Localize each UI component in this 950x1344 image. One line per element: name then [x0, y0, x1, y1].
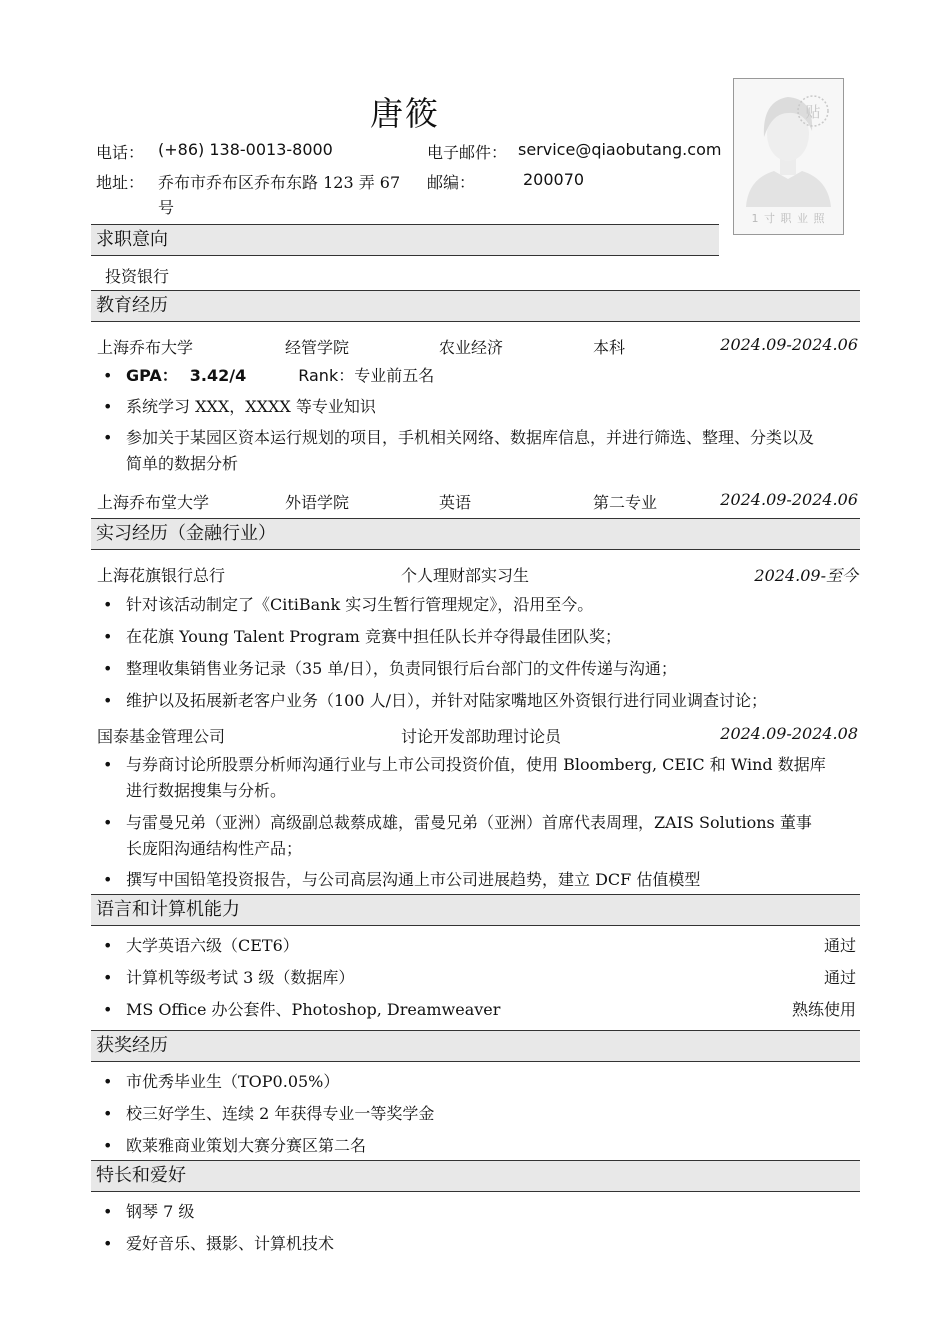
- company-name: 国泰基金管理公司: [97, 727, 226, 746]
- list-item: [103, 1069, 853, 1095]
- bullet-text: 与雷曼兄弟（亚洲）高级副总裁蔡成雄，雷曼兄弟（亚洲）首席代表周理，ZAIS Solutions 董事: [126, 813, 812, 832]
- bullet-icon: •: [103, 1000, 113, 1019]
- section-skills-header: 语言和计算机能力: [91, 894, 860, 926]
- address-line-1: 乔布市乔布区乔布东路 123 弄 67: [158, 173, 401, 192]
- skill-name: MS Office 办公套件、Photoshop, Dreamweaver: [126, 1000, 501, 1019]
- zip-label: 邮编：: [427, 173, 476, 192]
- email-label: 电子邮件：: [427, 143, 508, 162]
- skill-name: 大学英语六级（CET6）: [126, 936, 299, 955]
- list-item: [103, 592, 853, 618]
- bullet-text: 在花旗 Young Talent Program 竞赛中担任队长并夺得最佳团队奖；: [126, 627, 621, 646]
- role-name: 个人理财部实习生: [401, 566, 530, 585]
- bullet-icon: •: [103, 1072, 113, 1091]
- major-name: 英语: [439, 493, 472, 512]
- phone-value: (+86) 138-0013-8000: [158, 140, 333, 159]
- education-row: [97, 490, 858, 514]
- skill-name: 计算机等级考试 3 级（数据库）: [126, 968, 355, 987]
- list-item: [103, 867, 853, 893]
- bullet-text: 与券商讨论所股票分析师沟通行业与上市公司投资价值，使用 Bloomberg, CEIC 和 Wind 数据库: [126, 755, 826, 774]
- list-item: [103, 997, 856, 1023]
- candidate-name: 唐筱: [370, 94, 440, 133]
- bullet-icon: •: [103, 397, 113, 416]
- skill-level: 熟练使用: [791, 1000, 856, 1019]
- bullet-icon: •: [103, 1234, 113, 1253]
- bullet-text: 系统学习 XXX，XXXX 等专业知识: [126, 397, 376, 416]
- college-name: 外语学院: [285, 493, 350, 512]
- list-item: [103, 965, 856, 991]
- bullet-icon: •: [103, 428, 113, 447]
- section-hobbies-header: 特长和爱好: [91, 1160, 860, 1192]
- list-item: [103, 1133, 853, 1159]
- section-awards-header: 获奖经历: [91, 1030, 860, 1062]
- education-date: 2024.09-2024.06: [720, 335, 858, 354]
- internship-date: 2024.09-2024.08: [720, 724, 858, 743]
- bullet-text-cont: 进行数据搜集与分析。: [126, 781, 287, 800]
- rank-label: Rank：: [298, 366, 355, 385]
- section-objective-header: 求职意向: [91, 224, 719, 256]
- list-item: [103, 1101, 853, 1127]
- list-item: [103, 1199, 853, 1225]
- education-row: [97, 335, 858, 359]
- gpa-value: 3.42/4: [189, 366, 247, 385]
- award-text: 欧莱雅商业策划大赛分赛区第二名: [126, 1136, 367, 1155]
- bullet-icon: •: [103, 870, 113, 889]
- award-text: 校三好学生、连续 2 年获得专业一等奖学金: [126, 1104, 435, 1123]
- bullet-icon: •: [103, 936, 113, 955]
- list-item: [103, 688, 853, 714]
- company-name: 上海花旗银行总行: [97, 566, 226, 585]
- bullet-icon: •: [103, 691, 113, 710]
- bullet-icon: •: [103, 1104, 113, 1123]
- bullet-icon: •: [103, 1202, 113, 1221]
- bullet-text-cont: 简单的数据分析: [126, 454, 239, 473]
- internship-date: 2024.09-至今: [754, 566, 858, 585]
- degree-name: 本科: [593, 338, 626, 357]
- bullet-icon: •: [103, 1136, 113, 1155]
- internship-row: [97, 563, 858, 587]
- list-item: [103, 394, 853, 420]
- rank-value: 专业前五名: [354, 366, 435, 385]
- list-item: [103, 624, 853, 650]
- bullet-icon: •: [103, 659, 113, 678]
- school-name: 上海乔布堂大学: [97, 493, 210, 512]
- section-education-header: 教育经历: [91, 290, 860, 322]
- photo-caption: 1 寸 职 业 照: [751, 212, 826, 225]
- gpa-label: GPA：: [126, 366, 178, 385]
- list-item: [103, 656, 853, 682]
- phone-label: 电话：: [96, 143, 145, 162]
- bullet-text: 维护以及拓展新老客户业务（100 人/日），并针对陆家嘴地区外资银行进行同业调查讨论；: [126, 691, 768, 710]
- skill-level: 通过: [823, 936, 856, 955]
- bullet-text: 针对该活动制定了《CitiBank 实习生暂行管理规定》，沿用至今。: [126, 595, 594, 614]
- bullet-text: 参加关于某园区资本运行规划的项目，手机相关网络、数据库信息，并进行筛选、整理、分类以及: [126, 428, 815, 447]
- college-name: 经管学院: [285, 338, 350, 357]
- bullet-icon: •: [103, 968, 113, 987]
- award-text: 市优秀毕业生（TOP0.05%）: [126, 1072, 340, 1091]
- bullet-text: 撰写中国铅笔投资报告，与公司高层沟通上市公司进展趋势，建立 DCF 估值模型: [126, 870, 701, 889]
- address-line-2: 号: [158, 198, 175, 217]
- bullet-icon: •: [103, 595, 113, 614]
- bullet-text-cont: 长庞阳沟通结构性产品；: [126, 839, 303, 858]
- education-date: 2024.09-2024.06: [720, 490, 858, 509]
- section-internship-header: 实习经历（金融行业）: [91, 518, 860, 550]
- bullet-text: 整理收集销售业务记录（35 单/日），负责同银行后台部门的文件传递与沟通；: [126, 659, 677, 678]
- list-item: [103, 752, 853, 804]
- email-value: service@qiaobutang.com: [518, 140, 722, 159]
- hobby-text: 钢琴 7 级: [126, 1202, 195, 1221]
- list-item: [103, 363, 853, 389]
- skill-level: 通过: [823, 968, 856, 987]
- zip-value: 200070: [523, 170, 585, 189]
- list-item: [103, 933, 856, 959]
- photo-stamp-text: 贴: [805, 103, 821, 121]
- bullet-icon: •: [103, 627, 113, 646]
- internship-row: [97, 724, 858, 748]
- list-item: [103, 1231, 853, 1257]
- list-item: [103, 810, 853, 862]
- bullet-icon: •: [103, 366, 113, 385]
- profile-photo-placeholder: [733, 78, 844, 235]
- bullet-icon: •: [103, 813, 113, 832]
- address-label: 地址：: [96, 173, 145, 192]
- hobby-text: 爱好音乐、摄影、计算机技术: [126, 1234, 335, 1253]
- list-item: [103, 425, 853, 477]
- school-name: 上海乔布大学: [97, 338, 194, 357]
- objective-value: 投资银行: [105, 267, 170, 286]
- bullet-icon: •: [103, 755, 113, 774]
- role-name: 讨论开发部助理讨论员: [401, 727, 562, 746]
- degree-name: 第二专业: [593, 493, 658, 512]
- major-name: 农业经济: [439, 338, 504, 357]
